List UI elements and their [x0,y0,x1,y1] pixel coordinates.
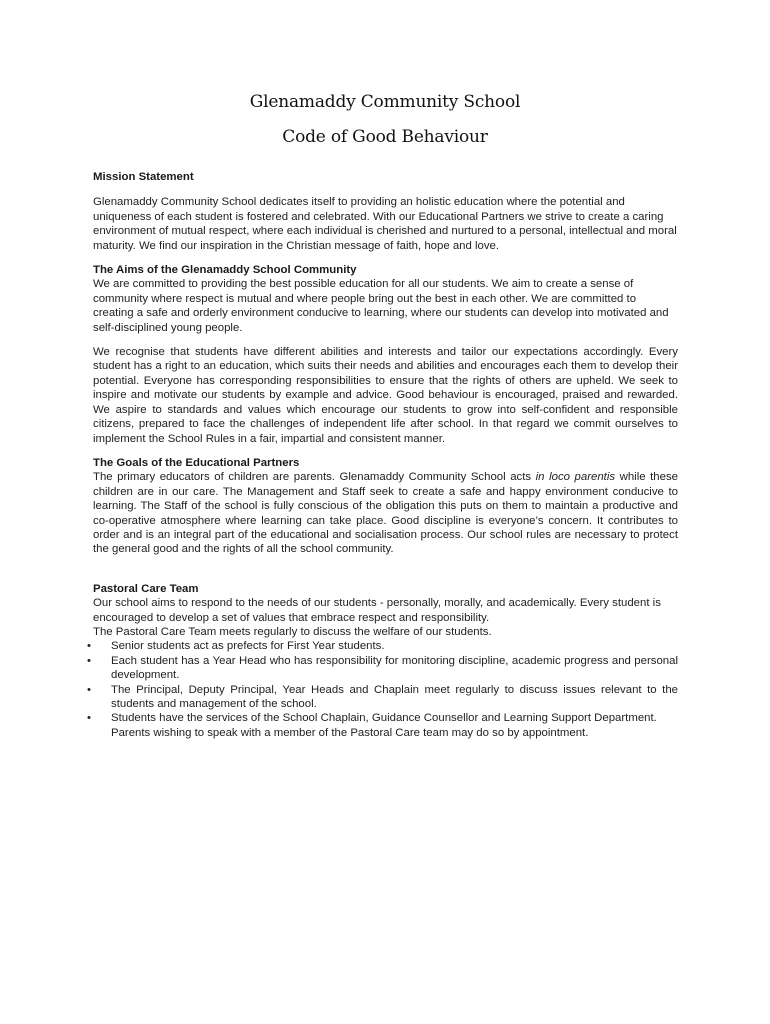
pastoral-bullet-text: Senior students act as prefects for First Year students. [111,640,385,653]
aims-paragraph-1: We are committed to providing the best possible education for all our students. We aim to create a sense of community where respect is mutual and where people bring out the best in each other. We are committed to creating a safe and orderly environment conducive to learning, where our students can develop into motivated and self-disciplined young people. [93,278,669,334]
goals-body-start: The primary educators of children are parents. Glenamaddy Community School acts [93,471,536,484]
pastoral-heading: Pastoral Care Team [93,582,199,595]
document-title: Code of Good Behaviour [282,127,488,147]
pastoral-bullet-text: The Principal, Deputy Principal, Year Heads and Chaplain meet regularly to discuss issues relevant to the students and management of the school. [111,683,678,710]
pastoral-bullet-item [87,711,678,740]
mission-heading: Mission Statement [93,171,194,183]
bullet-icon: • [87,683,91,696]
aims-heading: The Aims of the Glenamaddy School Community [93,264,357,277]
pastoral-body-2: The Pastoral Care Team meets regularly to discuss the welfare of our students. [93,625,492,638]
pastoral-bullet-text: Each student has a Year Head who has responsibility for monitoring discipline, academic progress and personal development. [111,654,678,682]
pastoral-body-1: Our school aims to respond to the needs of our students - personally, morally, and academically. Every student is encouraged to develop a set of values that embrace respect and responsibility. [93,597,661,624]
bullet-icon: • [87,640,91,653]
goals-body [93,470,678,556]
pastoral-bullet-list [87,639,678,740]
pastoral-bullet-item [87,639,678,653]
document-body [87,170,678,740]
mission-body: Glenamaddy Community School dedicates itself to providing an holistic education where the potential and uniqueness of each student is fostered and celebrated. With our Educational Partners we strive to create a caring environment of mutual respect, where each individual is cherished and nurtured to a personal, intellectual and moral maturity. We find our inspiration in the Christian message of faith, hope and love. [93,196,677,252]
aims-paragraph-2: We recognise that students have different abilities and interests and tailor our expectations accordingly. Every student has a right to an education, which suits their needs and abilities and encourages each them to develop their potential. Everyone has corresponding responsibilities to ensure that the rights of others are upheld. We seek to inspire and motivate our students by example and advice. Good behaviour is encouraged, praised and rewarded. We aspire to standards and values which encourage our students to grow into self-confident and responsible citizens, prepared to face the challenges of independent life after school. In that regard we commit ourselves to implement the School Rules in a fair, impartial and consistent manner. [93,346,678,445]
goals-body-italic: in loco parentis [535,471,616,484]
school-name-title: Glenamaddy Community School [249,92,521,112]
goals-heading: The Goals of the Educational Partners [93,456,300,469]
bullet-icon: • [87,654,91,667]
bullet-icon: • [87,712,91,725]
pastoral-bullet-item [87,654,678,683]
pastoral-bullet-item [87,683,678,712]
goals-body-end: while these children are in our care. The Management and Staff seek to create a safe and happy environment conducive to learning. The Staff of the school is fully conscious of the obligation this puts on them to maintain a productive and co-operative atmosphere where learning can take place. Good discipline is everyone’s concern. It contributes to order and is an integral part of the educational and socialisation process. Our school rules are necessary to protect the general good and the rights of all the school community. [93,471,678,556]
pastoral-bullet-text: Students have the services of the School Chaplain, Guidance Counsellor and Learning Support Department. Parents wishing to speak with a member of the Pastoral Care team may do so by appointment. [111,712,657,739]
